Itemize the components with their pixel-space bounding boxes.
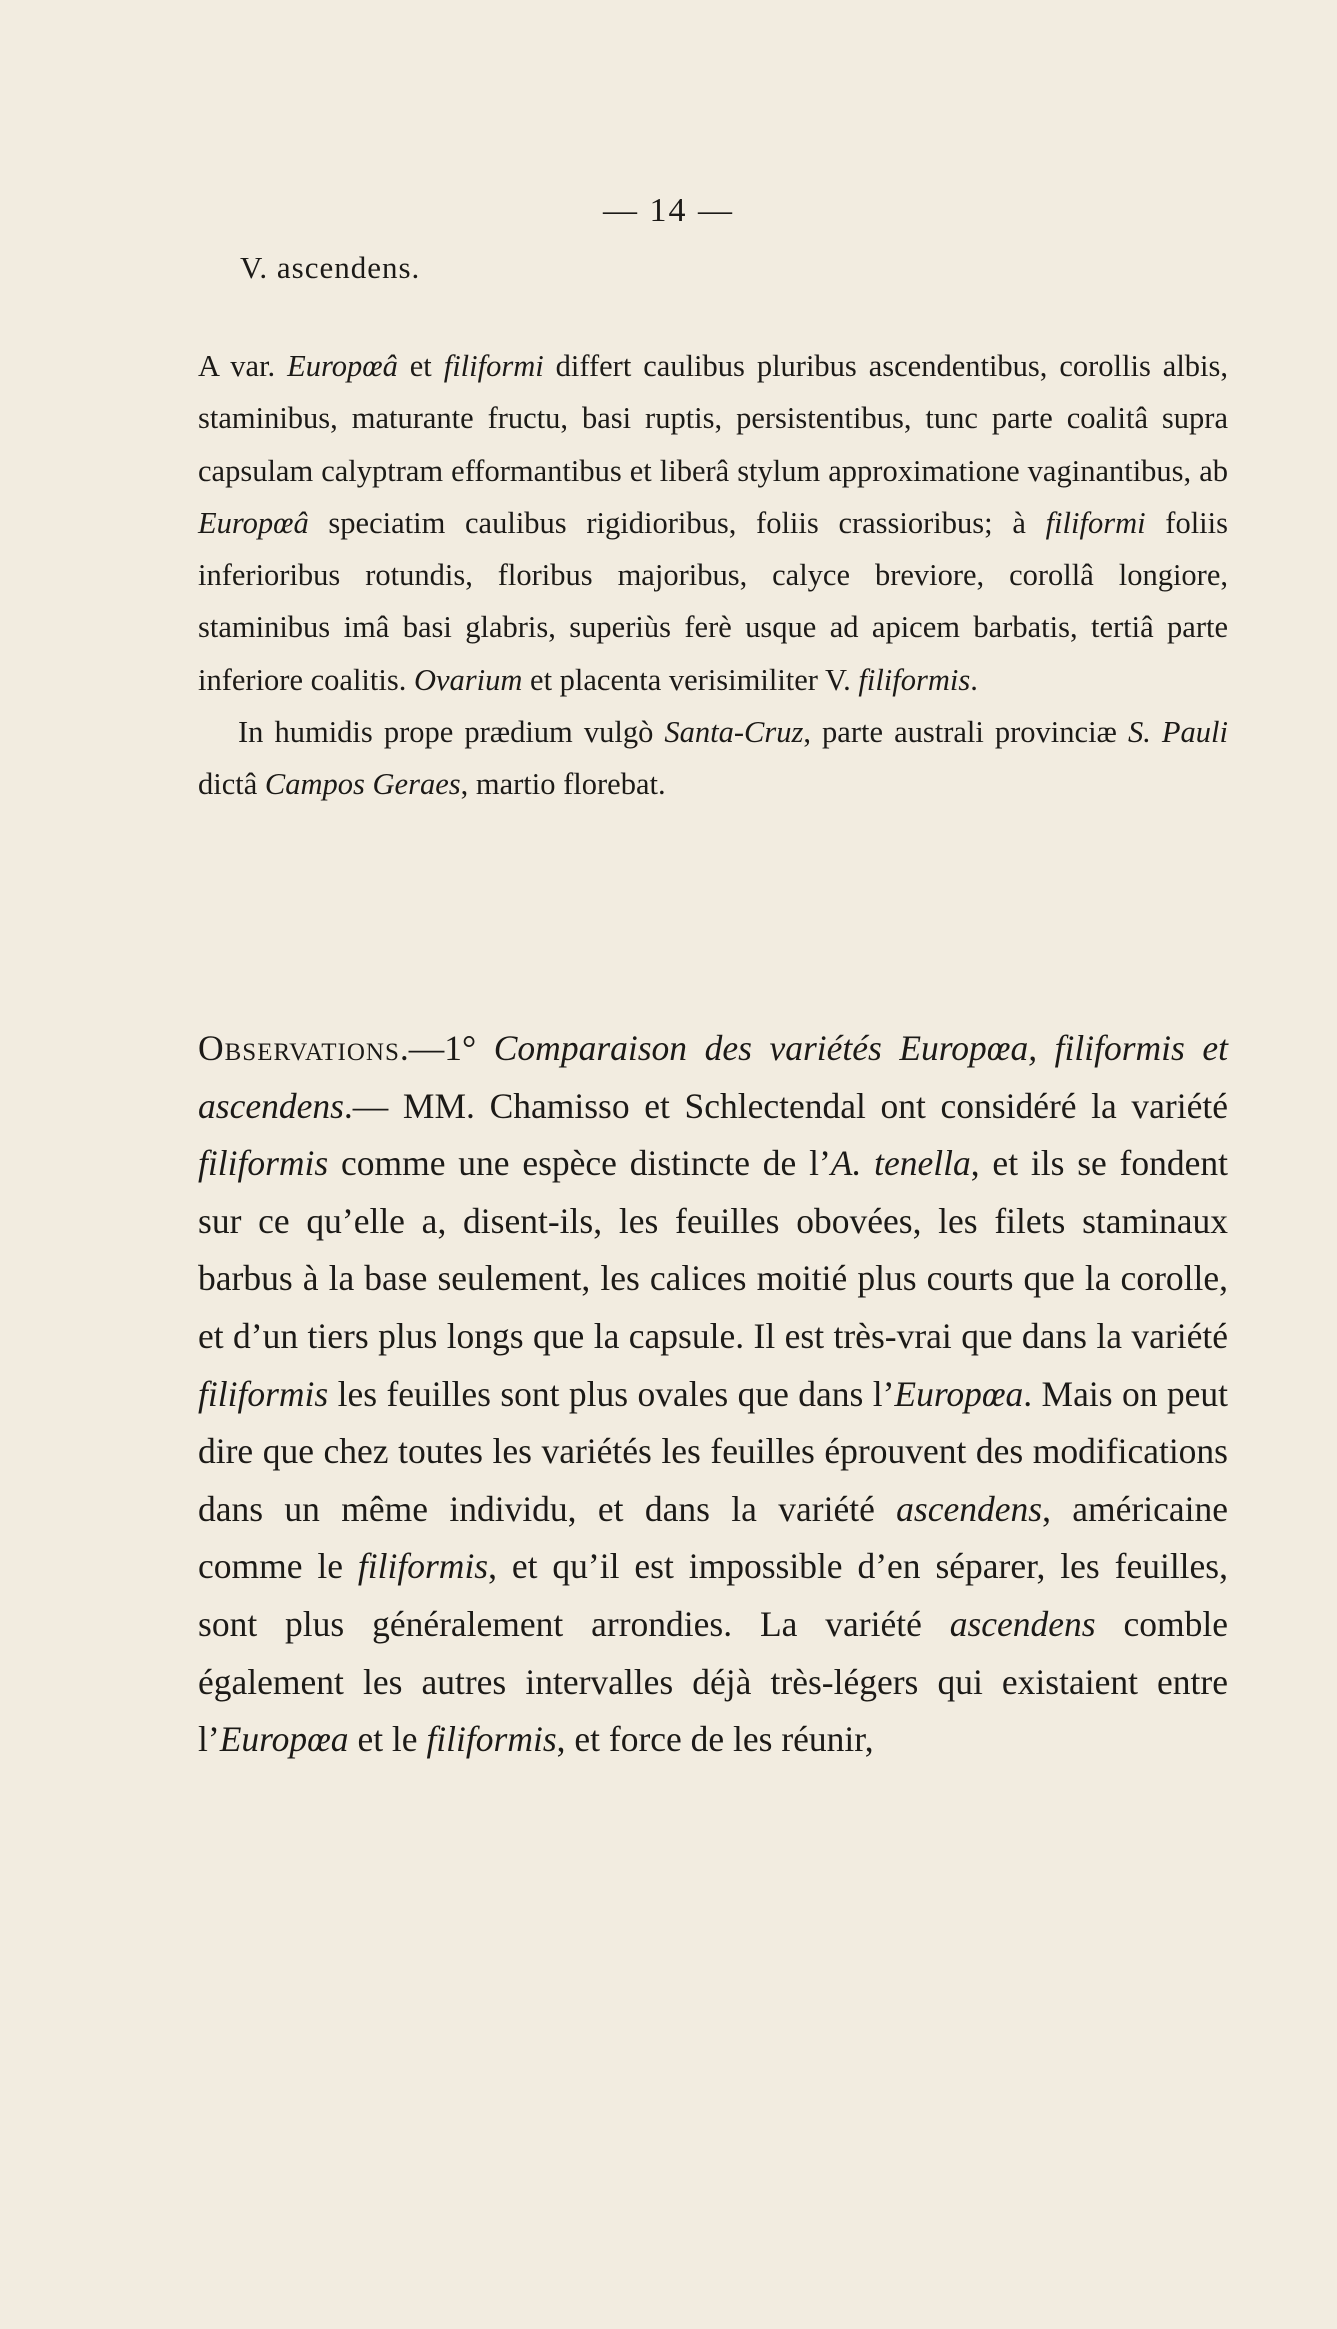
italic-run: ascendens [949,1603,1096,1644]
italic-run: S. Pauli [1127,715,1228,750]
italic-run: Campos Geraes [264,767,461,802]
text-run: .—1° [399,1028,494,1068]
italic-run: filiformi [1045,505,1146,540]
latin-paragraph-1 [198,340,1228,706]
text-run: speciatim caulibus rigidioribus, foliis crassioribus; à [308,505,1046,540]
italic-run: A. tenella [830,1143,971,1184]
text-run: differt caulibus pluribus ascendentibus, corollis albis, staminibus, maturante fructu, basi ruptis, persistentibus, tunc parte coalitâ supra capsulam calyptram efformantibus et liberâ stylum approximatione vaginantibus, ab [198,349,1229,488]
italic-run: filiformis [858,662,971,697]
italic-run: Ovarium [413,662,523,697]
italic-run: filiformi [443,349,544,383]
latin-paragraph-2 [198,706,1228,811]
italic-run: Europœa [219,1719,349,1760]
text-run: , martio florebat. [460,767,666,802]
text-run: .— MM. Chamisso et Schlectendal ont considéré la variété [343,1085,1228,1126]
text-run: foliis inferioribus rotundis, floribus majoribus, calyce breviore, corollâ longiore, staminibus imâ basi glabris, superiùs ferè usque ad apicem barbatis, tertiâ parte inferiore coalitis. [198,505,1228,697]
italic-run: filiformis [198,1143,329,1184]
observations-text [198,1028,1228,1759]
text-run: , et force de les réunir, [556,1719,874,1760]
latin-description [198,340,1228,811]
text-run: dictâ [198,767,265,802]
italic-run: Comparaison des variétés Europœa, filiformis et ascendens [198,1028,1228,1126]
text-run: , et ils se fondent sur ce qu’elle a, disent-ils, les feuilles obovées, les filets staminaux barbus à la base seulement, les calices moitié plus courts que la corolle, et d’un tiers plus longs que la capsule. Il est très-vrai que dans la variété [198,1143,1228,1356]
text-run: les feuilles sont plus ovales que dans l’ [328,1373,895,1414]
text-run: . [970,662,978,697]
italic-run: Europœâ [287,349,398,383]
observations-lead: Observations [198,1028,400,1068]
observations-paragraph [198,1020,1228,1769]
text-run: A var. [198,349,288,383]
text-run: et placenta verisimiliter V. [522,662,859,697]
observations-section [198,1020,1228,1769]
text-run: , et qu’il est impossible d’en séparer, les feuilles, sont plus généralement arrondies. La variété [198,1546,1228,1644]
italic-run: Santa-Cruz [664,715,804,750]
italic-run: Europœâ [198,505,309,540]
italic-run: Europœa [894,1373,1024,1414]
italic-run: filiformis [198,1373,329,1414]
text-run: In humidis prope prædium vulgò [238,715,665,750]
text-run: et [397,349,444,383]
italic-run: filiformis [357,1546,489,1587]
text-run: , parte australi provinciæ [803,715,1128,750]
text-run: comme une espèce distincte de l’ [328,1143,831,1184]
page-number: — 14 — [603,192,734,229]
italic-run: ascendens [896,1488,1043,1529]
text-run: , américaine comme le [198,1488,1228,1587]
variety-heading: V. ascendens. [240,250,421,285]
text-run: . Mais on peut dire que chez toutes les variétés les feuilles éprouvent des modifications dans un même individu, et dans la variété [198,1373,1228,1529]
italic-run: filiformis [426,1719,557,1760]
text-run: comble également les autres intervalles déjà très-légers qui existaient entre l’ [198,1603,1228,1760]
text-run: et le [348,1719,427,1760]
